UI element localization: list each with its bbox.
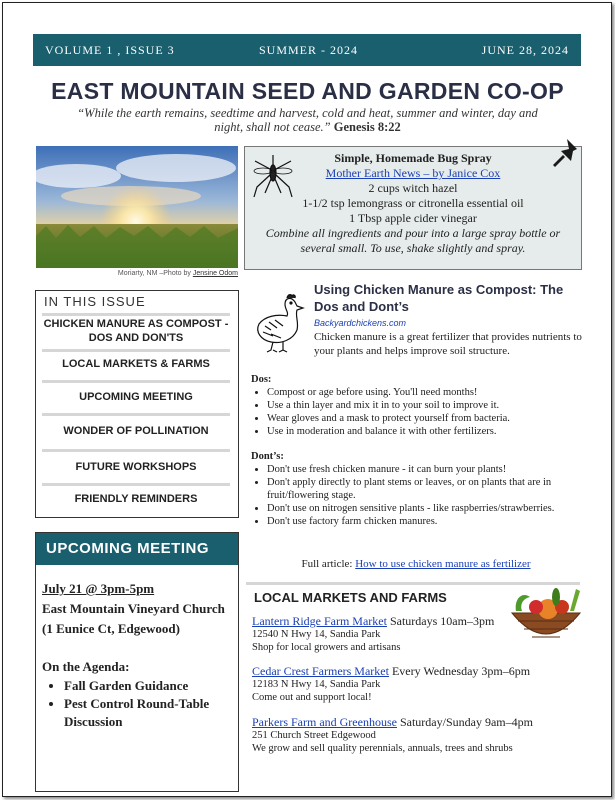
full-article — [251, 558, 581, 570]
issue-date: JUNE 28, 2024 — [481, 43, 569, 57]
ingredient-1: 2 cups witch hazel — [368, 181, 458, 195]
mosquito-icon — [251, 153, 295, 201]
upcoming-meeting-box — [35, 532, 239, 792]
market-description: Shop for local growers and artisans — [252, 642, 401, 653]
markets-heading: LOCAL MARKETS AND FARMS — [254, 590, 447, 605]
issue-number: VOLUME 1 , ISSUE 3 — [45, 43, 175, 57]
quote-reference: Genesis 8:22 — [333, 120, 401, 134]
dont-item: • Don't use fresh chicken manure - it can burn your plants! — [267, 463, 581, 476]
manure-intro: Chicken manure is a great fertilizer that provides nutrients to your plants and helps improve soil structure. — [314, 331, 582, 357]
market-entry — [252, 665, 582, 704]
do-item: • Use in moderation and balance it with other fertilizers. — [267, 425, 581, 438]
full-article-link[interactable]: How to use chicken manure as fertilizer — [355, 558, 531, 570]
donts-label: Dont’s: — [251, 451, 284, 462]
bug-spray-box — [244, 146, 582, 270]
pushpin-icon — [547, 135, 583, 175]
do-item: • Use a thin layer and mix it in to your soil to improve it. — [267, 399, 581, 412]
meeting-heading: UPCOMING MEETING — [36, 533, 238, 565]
meeting-date: July 21 @ 3pm-5pm — [42, 581, 155, 596]
toc-divider — [42, 349, 230, 352]
sunset-field-photo — [36, 146, 238, 268]
caption-prefix: Moriarty, NM –Photo by — [117, 270, 191, 277]
market-entry — [252, 615, 582, 654]
toc-item-upcoming-meeting[interactable]: UPCOMING MEETING — [79, 391, 193, 403]
toc-item-local-markets[interactable]: LOCAL MARKETS & FARMS — [62, 358, 210, 370]
toc-divider — [42, 449, 230, 452]
toc-divider — [42, 380, 230, 383]
spray-title: Simple, Homemade Bug Spray — [334, 151, 492, 165]
newsletter-title: EAST MOUNTAIN SEED AND GARDEN CO-OP — [51, 78, 564, 104]
donts-list — [251, 463, 581, 528]
toc-item-friendly-reminders[interactable]: FRIENDLY REMINDERS — [74, 493, 198, 505]
market-hours: Every Wednesday 3pm–6pm — [388, 664, 531, 678]
market-description: Come out and support local! — [252, 692, 372, 703]
agenda-item: • Pest Control Round-Table Discussion — [64, 695, 236, 731]
market-name-link[interactable]: Parkers Farm and Greenhouse — [252, 715, 397, 729]
masthead-bar — [33, 34, 581, 66]
spray-instructions: Combine all ingredients and pour into a large spray bottle or several small. To use, shake slightly and spray. — [265, 226, 561, 255]
market-name-link[interactable]: Cedar Crest Farmers Market — [252, 664, 389, 678]
dont-item: • Don't use factory farm chicken manures. — [267, 515, 581, 528]
meeting-address: (1 Eunice Ct, Edgewood) — [42, 621, 180, 636]
agenda-item: • Fall Garden Guidance — [64, 677, 236, 695]
market-address: 12183 N Hwy 14, Sandia Park — [252, 679, 381, 690]
meeting-place: East Mountain Vineyard Church — [42, 601, 225, 616]
toc-heading: IN THIS ISSUE — [44, 294, 146, 309]
toc-divider — [42, 313, 230, 316]
dont-item: • Don't apply directly to plant stems or leaves, or on plants that are in fruit/flowering stage. — [267, 476, 581, 502]
ingredient-3: 1 Tbsp apple cider vinegar — [349, 211, 477, 225]
do-item: • Compost or age before using. You'll need months! — [267, 386, 581, 399]
market-address: 251 Church Street Edgewood — [252, 730, 376, 741]
toc-item-future-workshops[interactable]: FUTURE WORKSHOPS — [75, 461, 197, 473]
chicken-icon — [251, 292, 309, 354]
toc-divider — [42, 483, 230, 486]
dont-item: • Don't use on nitrogen sensitive plants - like raspberries/strawberries. — [267, 502, 581, 515]
market-address: 12540 N Hwy 14, Sandia Park — [252, 629, 381, 640]
dos-label: Dos: — [251, 374, 272, 385]
quote-text: “While the earth remains, seedtime and harvest, cold and heat, summer and winter, day and night, shall not cease.” — [77, 106, 538, 134]
photo-caption — [36, 270, 238, 277]
dos-and-donts — [251, 373, 581, 528]
agenda-label: On the Agenda: — [42, 659, 130, 674]
caption-credit: Jensine Odom — [192, 270, 238, 277]
dos-list — [251, 386, 581, 438]
full-article-label: Full article: — [301, 558, 353, 570]
market-description: We grow and sell quality perennials, annuals, trees and shrubs — [252, 743, 513, 754]
manure-article-title: Using Chicken Manure as Compost: The Dos and Dont’s — [314, 282, 564, 314]
market-entry — [252, 716, 582, 755]
toc-divider — [42, 413, 230, 416]
do-item: • Wear gloves and a mask to protect yourself from bacteria. — [267, 412, 581, 425]
ingredient-2: 1-1/2 tsp lemongrass or citronella essential oil — [302, 196, 524, 210]
market-hours: Saturday/Sunday 9am–4pm — [396, 715, 533, 729]
market-name-link[interactable]: Lantern Ridge Farm Market — [252, 614, 387, 628]
market-hours: Saturdays 10am–3pm — [386, 614, 495, 628]
toc-item-pollination[interactable]: WONDER OF POLLINATION — [63, 425, 209, 437]
spray-source-link[interactable]: Mother Earth News – by Janice Cox — [325, 166, 501, 180]
manure-source[interactable]: Backyardchickens.com — [314, 318, 407, 328]
in-this-issue-box — [35, 290, 239, 518]
scripture-quote — [70, 106, 545, 134]
issue-season: SUMMER - 2024 — [259, 43, 359, 57]
toc-item-chicken-manure[interactable]: CHICKEN MANURE AS COMPOST - DOS AND DON'TS — [43, 318, 229, 344]
